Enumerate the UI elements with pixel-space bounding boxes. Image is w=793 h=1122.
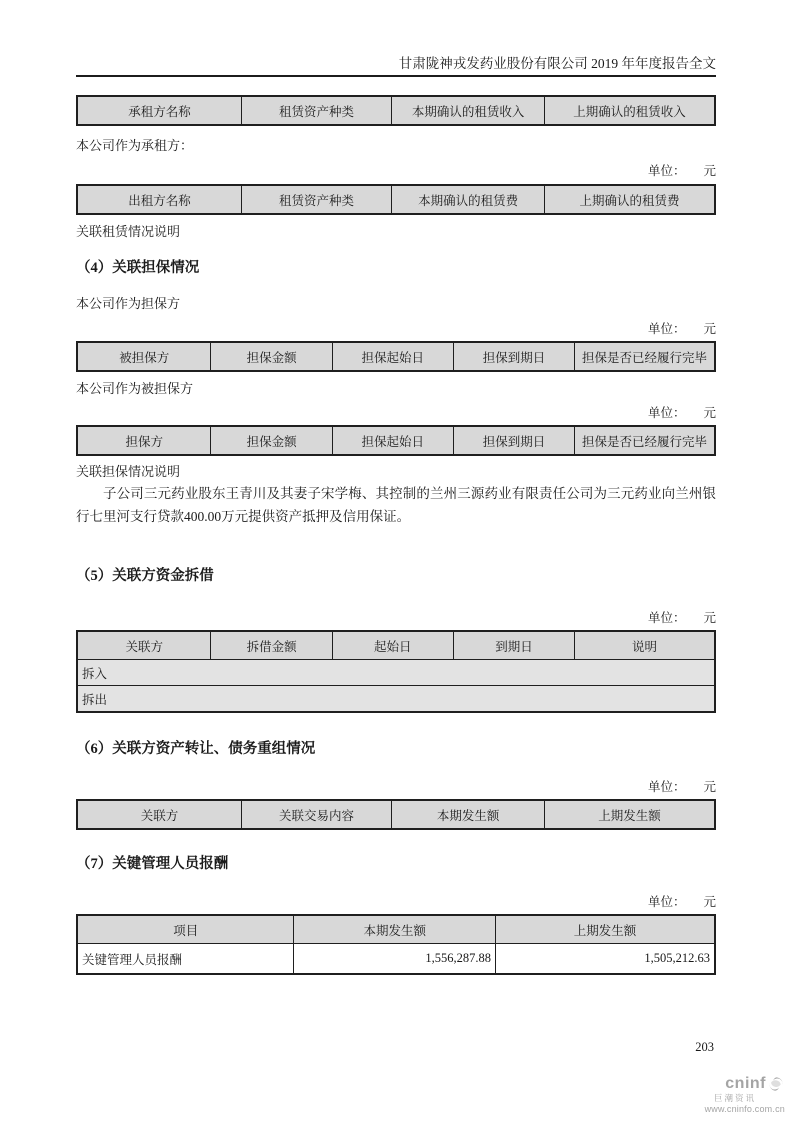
header-cell: 项目 <box>77 915 294 944</box>
guarantee-note-title: 关联担保情况说明 <box>76 464 181 479</box>
header-cell: 担保到期日 <box>453 426 574 455</box>
header-cell: 拆借金额 <box>211 631 332 660</box>
header-cell: 说明 <box>575 631 715 660</box>
guarantee-given-table <box>76 341 716 372</box>
header-cell: 上期确认的租赁费 <box>545 185 715 214</box>
page-content <box>76 0 716 975</box>
table-header-row <box>77 185 715 214</box>
unit-value: 元 <box>703 895 716 909</box>
table-row <box>77 686 715 713</box>
cninfo-brand-text: cninf <box>725 1075 766 1092</box>
unit-value: 元 <box>703 611 716 625</box>
report-header-title: 甘肃陇神戎发药业股份有限公司 2019 年年度报告全文 <box>76 0 716 77</box>
cninfo-logo <box>701 1076 785 1114</box>
guarantee-note-paragraph: 子公司三元药业股东王青川及其妻子宋学梅、其控制的兰州三源药业有限责任公司为三元药业向兰州银行七里河支行贷款400.00万元提供资产抵押及信用保证。 <box>76 486 716 524</box>
header-cell: 关联方 <box>77 800 242 829</box>
table-header-row <box>77 915 715 944</box>
cninfo-swirl-icon <box>767 1076 785 1092</box>
table-header-row <box>77 800 715 829</box>
cninfo-site-name: 巨潮资讯 <box>713 1093 756 1103</box>
unit-line <box>76 405 716 421</box>
header-cell: 担保到期日 <box>453 342 574 371</box>
table-header-row <box>77 631 715 660</box>
section-heading-6: （6）关联方资产转让、债务重组情况 <box>76 741 316 757</box>
lease-expense-table <box>76 184 716 215</box>
as-guarantor-label: 本公司作为担保方 <box>76 296 181 311</box>
comp-previous-cell: 1,505,212.63 <box>496 944 716 975</box>
header-cell: 担保起始日 <box>332 426 453 455</box>
header-cell: 关联交易内容 <box>242 800 392 829</box>
unit-label: 单位： <box>647 611 686 625</box>
header-cell: 担保是否已经履行完毕 <box>575 426 715 455</box>
header-cell: 上期发生额 <box>545 800 715 829</box>
key-management-comp-table <box>76 914 716 975</box>
unit-line <box>76 610 716 626</box>
table-header-row <box>77 426 715 455</box>
unit-line <box>76 163 716 179</box>
header-cell: 担保起始日 <box>332 342 453 371</box>
unit-value: 元 <box>703 406 716 420</box>
unit-value: 元 <box>703 322 716 336</box>
table-row <box>77 660 715 686</box>
table-header-row <box>77 96 715 125</box>
header-cell: 担保是否已经履行完毕 <box>575 342 715 371</box>
borrow-in-cell: 拆入 <box>77 660 715 686</box>
header-cell: 出租方名称 <box>77 185 242 214</box>
asset-transfer-table <box>76 799 716 830</box>
unit-label: 单位： <box>647 780 686 794</box>
header-cell: 关联方 <box>77 631 211 660</box>
unit-label: 单位： <box>647 164 686 178</box>
header-cell: 上期发生额 <box>496 915 716 944</box>
header-cell: 租赁资产种类 <box>242 185 392 214</box>
fund-borrowing-table <box>76 630 716 713</box>
borrow-out-cell: 拆出 <box>77 686 715 713</box>
header-cell: 担保金额 <box>211 426 332 455</box>
header-cell: 担保金额 <box>211 342 332 371</box>
header-cell: 承租方名称 <box>77 96 242 125</box>
guarantee-received-table <box>76 425 716 456</box>
header-cell: 起始日 <box>332 631 453 660</box>
cninfo-site-url: www.cninfo.com.cn <box>704 1103 785 1114</box>
section-heading-7: （7）关键管理人员报酬 <box>76 856 229 872</box>
header-cell: 担保方 <box>77 426 211 455</box>
as-guaranteed-label: 本公司作为被担保方 <box>76 381 194 396</box>
lease-note-label: 关联租赁情况说明 <box>76 224 181 239</box>
comp-current-cell: 1,556,287.88 <box>294 944 496 975</box>
as-lessee-label: 本公司作为承租方： <box>76 138 194 153</box>
table-row <box>77 944 715 975</box>
lease-income-table <box>76 95 716 126</box>
header-cell: 租赁资产种类 <box>242 96 392 125</box>
comp-item-cell: 关键管理人员报酬 <box>77 944 294 975</box>
header-cell: 被担保方 <box>77 342 211 371</box>
unit-label: 单位： <box>647 322 686 336</box>
unit-label: 单位： <box>647 895 686 909</box>
section-heading-5: （5）关联方资金拆借 <box>76 568 214 584</box>
header-cell: 本期确认的租赁费 <box>392 185 545 214</box>
table-header-row <box>77 342 715 371</box>
unit-label: 单位： <box>647 406 686 420</box>
header-cell: 本期发生额 <box>392 800 545 829</box>
unit-line <box>76 321 716 337</box>
cninfo-logo-row <box>701 1076 785 1092</box>
header-cell: 本期确认的租赁收入 <box>392 96 545 125</box>
section-heading-4: （4）关联担保情况 <box>76 260 200 276</box>
header-cell: 本期发生额 <box>294 915 496 944</box>
header-cell: 到期日 <box>453 631 574 660</box>
unit-line <box>76 894 716 910</box>
header-cell: 上期确认的租赁收入 <box>545 96 715 125</box>
page-number: 203 <box>695 1040 714 1054</box>
unit-line <box>76 779 716 795</box>
unit-value: 元 <box>703 780 716 794</box>
unit-value: 元 <box>703 164 716 178</box>
